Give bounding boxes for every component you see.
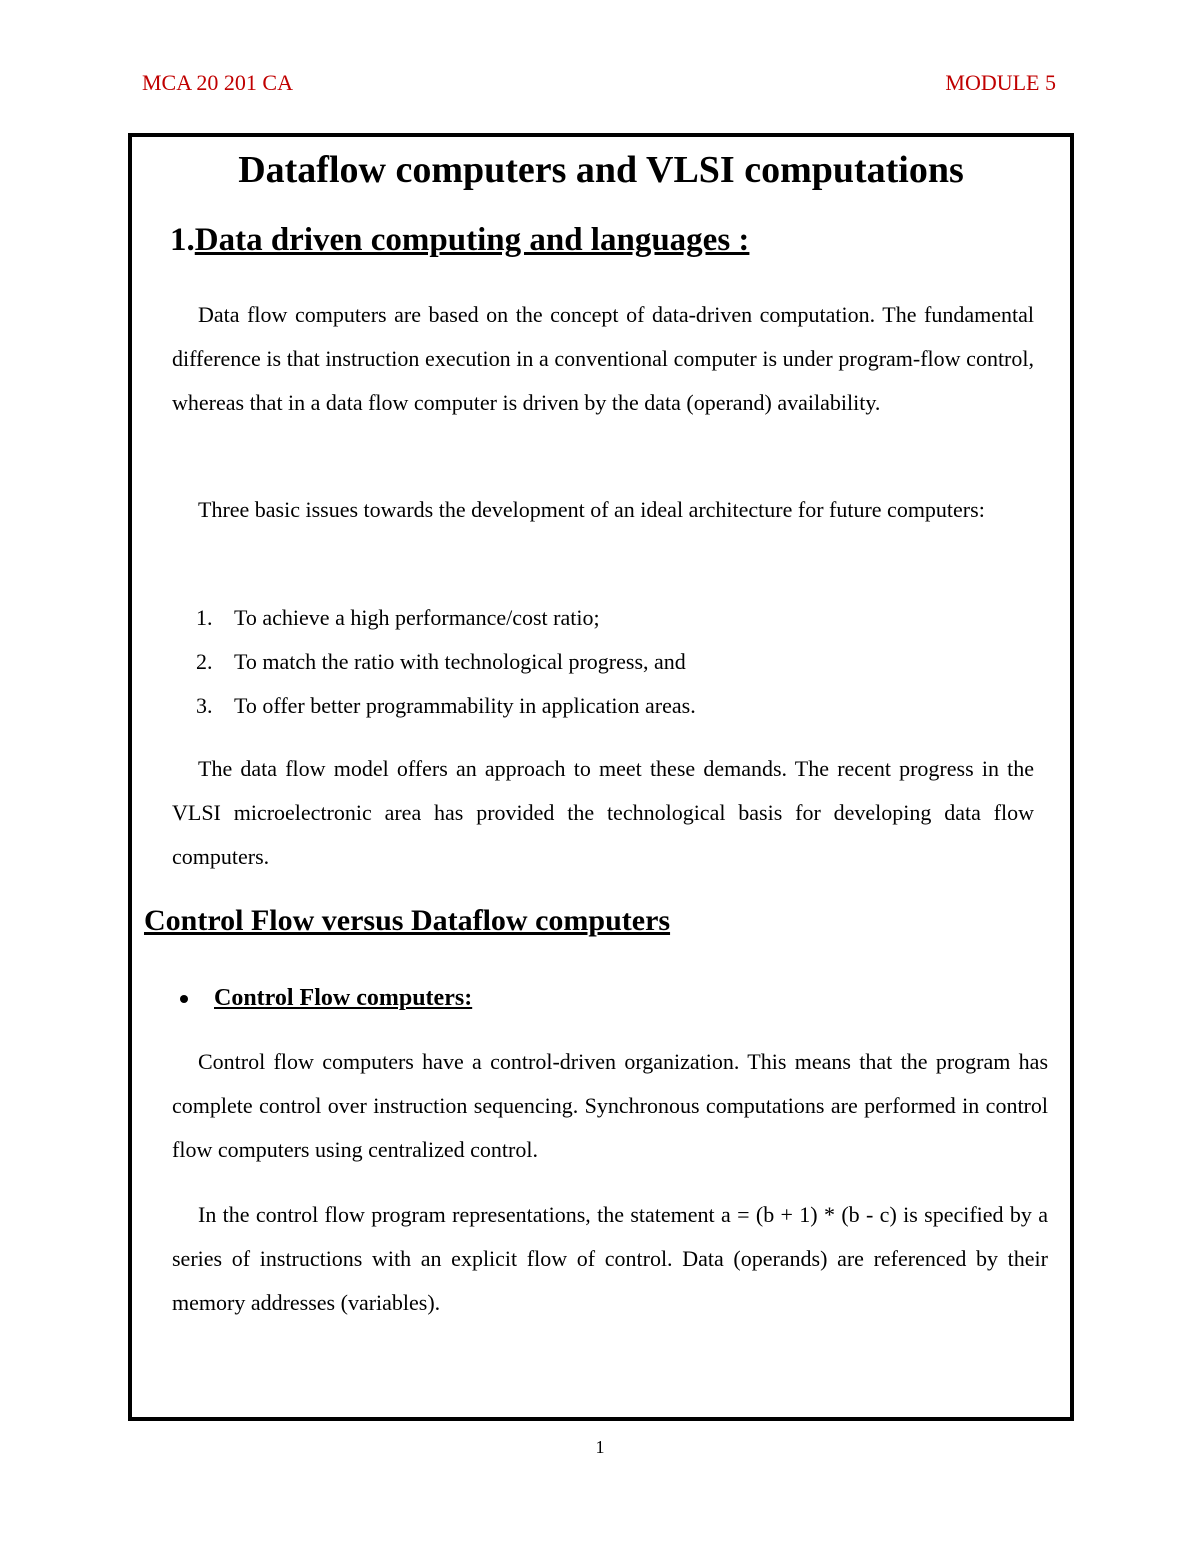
bullet-icon <box>180 995 188 1003</box>
issues-list <box>196 596 696 728</box>
content-area <box>132 137 1070 1417</box>
document-title: Dataflow computers and VLSI computations <box>238 149 964 191</box>
list-item <box>196 640 696 684</box>
list-item-text: To match the ratio with technological progress, and <box>234 649 686 674</box>
section1-paragraph-1: Data flow computers are based on the concept of data-driven computation. The fundamental difference is that instruction execution in a conventional computer is under program-flow control, whereas that in a data flow computer is driven by the data (operand) availability. <box>172 302 1034 415</box>
list-item-text: To achieve a high performance/cost ratio; <box>234 605 600 630</box>
page-number: 1 <box>595 1437 605 1457</box>
section1-paragraph-3: The data flow model offers an approach to meet these demands. The recent progress in the VLSI microelectronic area has provided the technological basis for developing data flow computers. <box>172 756 1034 869</box>
section2-heading: Control Flow versus Dataflow computers <box>144 904 671 937</box>
section1-heading <box>170 217 749 263</box>
section1-heading-text: Data driven computing and languages : <box>194 222 750 258</box>
section1-number: 1. <box>170 222 195 258</box>
control-flow-subheading-text: Control Flow computers: <box>214 985 473 1011</box>
list-marker: 3. <box>196 693 213 718</box>
list-item <box>196 684 696 728</box>
control-flow-subheading <box>174 979 472 1017</box>
content-frame <box>128 133 1074 1421</box>
section2-paragraph-2: In the control flow program representations, the statement a = (b + 1) * (b - c) is specified by a series of instructions with an explicit flow of control. Data (operands) are referenced by their memory addresses (variables). <box>172 1202 1048 1315</box>
list-item <box>196 596 696 640</box>
header-module: MODULE 5 <box>945 70 1056 95</box>
list-marker: 2. <box>196 649 213 674</box>
list-item-text: To offer better programmability in application areas. <box>234 693 696 718</box>
section1-paragraph-2: Three basic issues towards the development of an ideal architecture for future computers: <box>198 497 985 522</box>
section2-paragraph-1: Control flow computers have a control-driven organization. This means that the program has complete control over instruction sequencing. Synchronous computations are performed in control flow computers using centralized control. <box>172 1049 1048 1162</box>
list-marker: 1. <box>196 605 213 630</box>
header-course-code: MCA 20 201 CA <box>142 70 293 95</box>
